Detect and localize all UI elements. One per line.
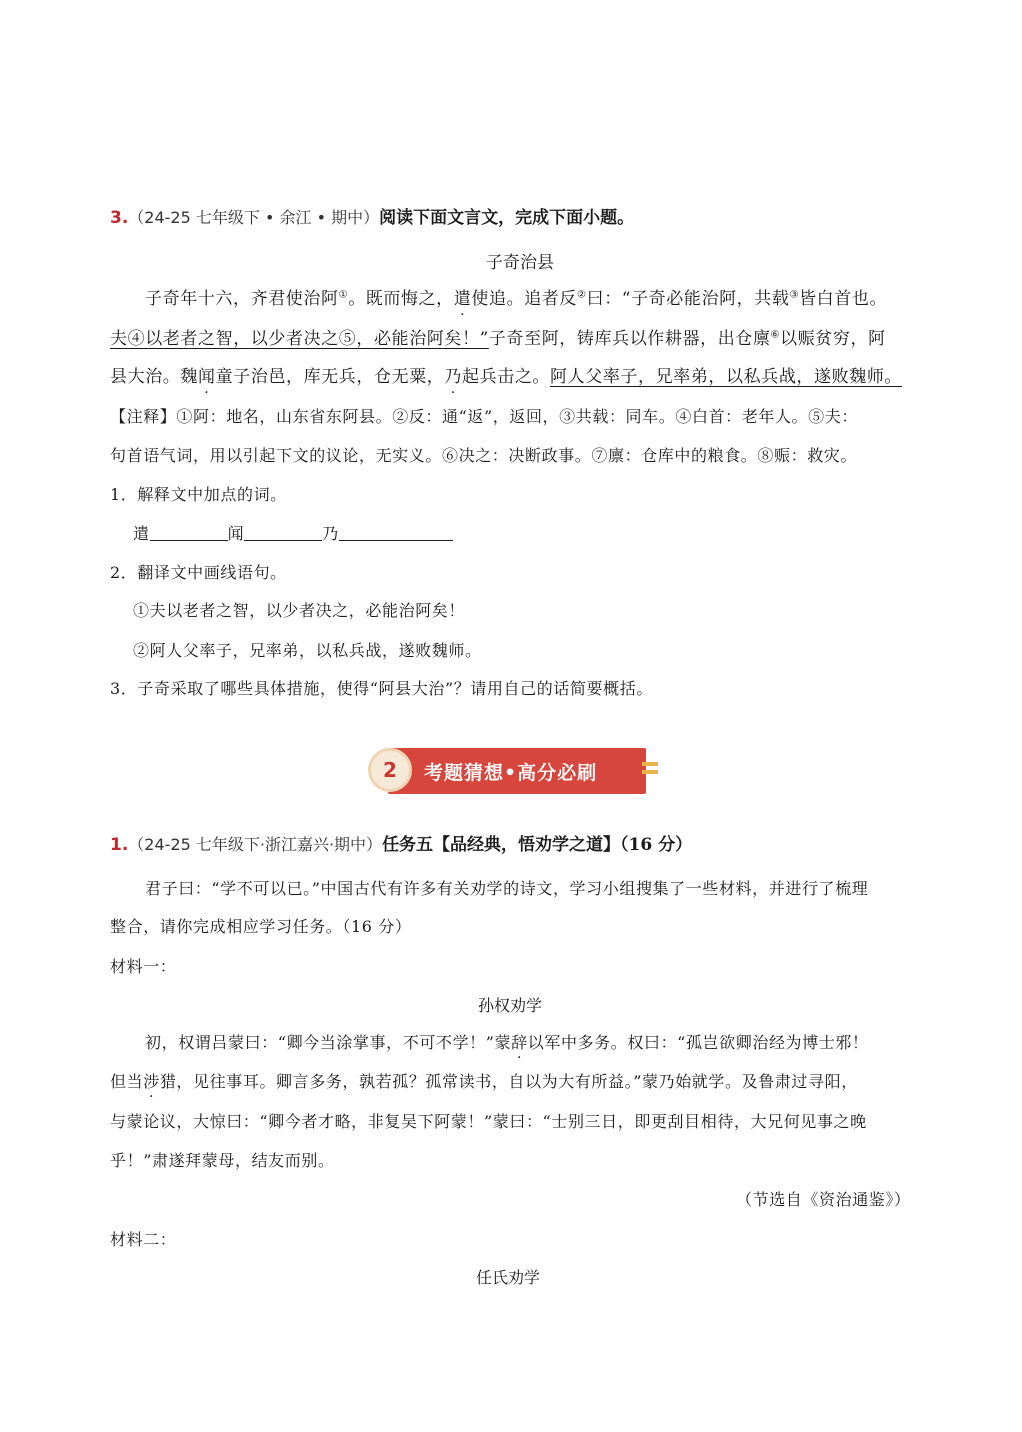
section-banner bbox=[366, 744, 658, 798]
answer-blank[interactable] bbox=[244, 522, 322, 541]
material-1-line-3: 与蒙论议，大惊曰：“卿今者才略，非复吴下阿蒙！”蒙曰：“士别三日，即更刮目相待，大兄何见事之晚 bbox=[110, 1112, 867, 1131]
underlined-sentence-1: 夫④以老者之智，以少者决之⑤，必能治阿矣！” bbox=[110, 329, 489, 349]
q1-intro-line-2: 整合，请你完成相应学习任务。（16 分） bbox=[110, 917, 412, 936]
answer-blank[interactable] bbox=[150, 522, 228, 541]
q3-header bbox=[110, 203, 634, 228]
answer-blank[interactable] bbox=[339, 522, 453, 541]
q3-sub2-item-1: ①夫以老者之智，以少者决之，必能治阿矣！ bbox=[133, 601, 466, 620]
q3-sub1: 1．解释文中加点的词。 bbox=[110, 485, 287, 504]
q3-passage-title: 子奇治县 bbox=[486, 253, 554, 273]
q3-passage-line-2: 夫④以老者之智，以少者决之⑤，必能治阿矣！”子奇至阿，铸库兵以作耕器，出仓廪⑥以赈贫穷，阿 bbox=[110, 329, 886, 349]
material-2-title: 任氏劝学 bbox=[476, 1268, 541, 1287]
q3-sub3: 3．子奇采取了哪些具体措施，使得“阿县大治”？请用自己的话简要概括。 bbox=[110, 679, 653, 698]
q1-source: （24-25 七年级下·浙江嘉兴·期中） bbox=[128, 835, 383, 854]
q3-sub2: 2．翻译文中画线语句。 bbox=[110, 563, 287, 582]
dotted-word: 辞 bbox=[511, 1033, 528, 1052]
q3-notes-line-2: 句首语气词，用以引起下文的议论，无实义。⑥决之：决断政事。⑦廪：仓库中的粮食。⑧赈：救灾。 bbox=[110, 446, 858, 465]
dotted-word: 乃 bbox=[444, 367, 463, 387]
q1-task: 任务五【品经典，悟劝学之道】（16 分） bbox=[382, 835, 693, 855]
banner-label: 考题猜想•高分必刷 bbox=[424, 762, 598, 784]
q3-number: 3. bbox=[110, 208, 129, 228]
q3-notes-line-1: 【注释】①阿：地名，山东省东阿县。②反：通“返”，返回，③共载：同车。④白首：老年人。⑤夫： bbox=[110, 407, 858, 426]
underlined-sentence-2: 阿人父率子，兄率弟，以私兵战，遂败魏师。 bbox=[550, 367, 903, 387]
material-1-line-4: 乎！”肃遂拜蒙母，结友而别。 bbox=[110, 1151, 335, 1170]
q3-passage-line-1: 子奇年十六，齐君使治阿①。既而悔之，遣使追。追者反②曰：“子奇必能治阿，共载③皆白首也。 bbox=[145, 289, 888, 309]
material-1-line-1: 初，权谓吕蒙曰：“卿今当涂掌事，不可不学！”蒙辞以军中多务。权曰：“孤岂欲卿治经为博士邪！ bbox=[145, 1033, 869, 1052]
dotted-word: 涉 bbox=[143, 1072, 160, 1091]
dotted-word: 闻 bbox=[198, 367, 216, 387]
stripes-icon bbox=[642, 762, 658, 782]
dotted-word: 遣 bbox=[453, 289, 472, 309]
material-1-source: （节选自《资治通鉴》） bbox=[736, 1190, 911, 1209]
q1-header bbox=[110, 830, 692, 855]
material-2-label: 材料二： bbox=[110, 1230, 177, 1249]
material-1-line-2: 但当涉猎，见往事耳。卿言多务，孰若孤？孤常读书，自以为大有所益。”蒙乃始就学。及鲁肃过寻阳， bbox=[110, 1072, 858, 1091]
q3-passage-line-3: 县大治。魏闻童子治邑，库无兵，仓无粟，乃起兵击之。阿人父率子，兄率弟，以私兵战，遂败魏师。 bbox=[110, 367, 903, 387]
q1-intro-line-1: 君子曰：“学不可以已。”中国古代有许多有关劝学的诗文，学习小组搜集了一些材料，并进行了梳理 bbox=[145, 879, 869, 898]
q1-number: 1. bbox=[110, 835, 129, 855]
q3-blanks-row: 遣 闻 乃 bbox=[133, 521, 453, 544]
banner-number-badge: 2 bbox=[368, 748, 412, 792]
material-1-title: 孙权劝学 bbox=[478, 996, 543, 1015]
material-1-label: 材料一： bbox=[110, 957, 177, 976]
q3-instruction: 阅读下面文言文，完成下面小题。 bbox=[379, 208, 635, 228]
q3-source: （24-25 七年级下 • 余江 • 期中） bbox=[128, 208, 380, 227]
q3-sub2-item-2: ②阿人父率子，兄率弟，以私兵战，遂败魏师。 bbox=[133, 641, 482, 660]
